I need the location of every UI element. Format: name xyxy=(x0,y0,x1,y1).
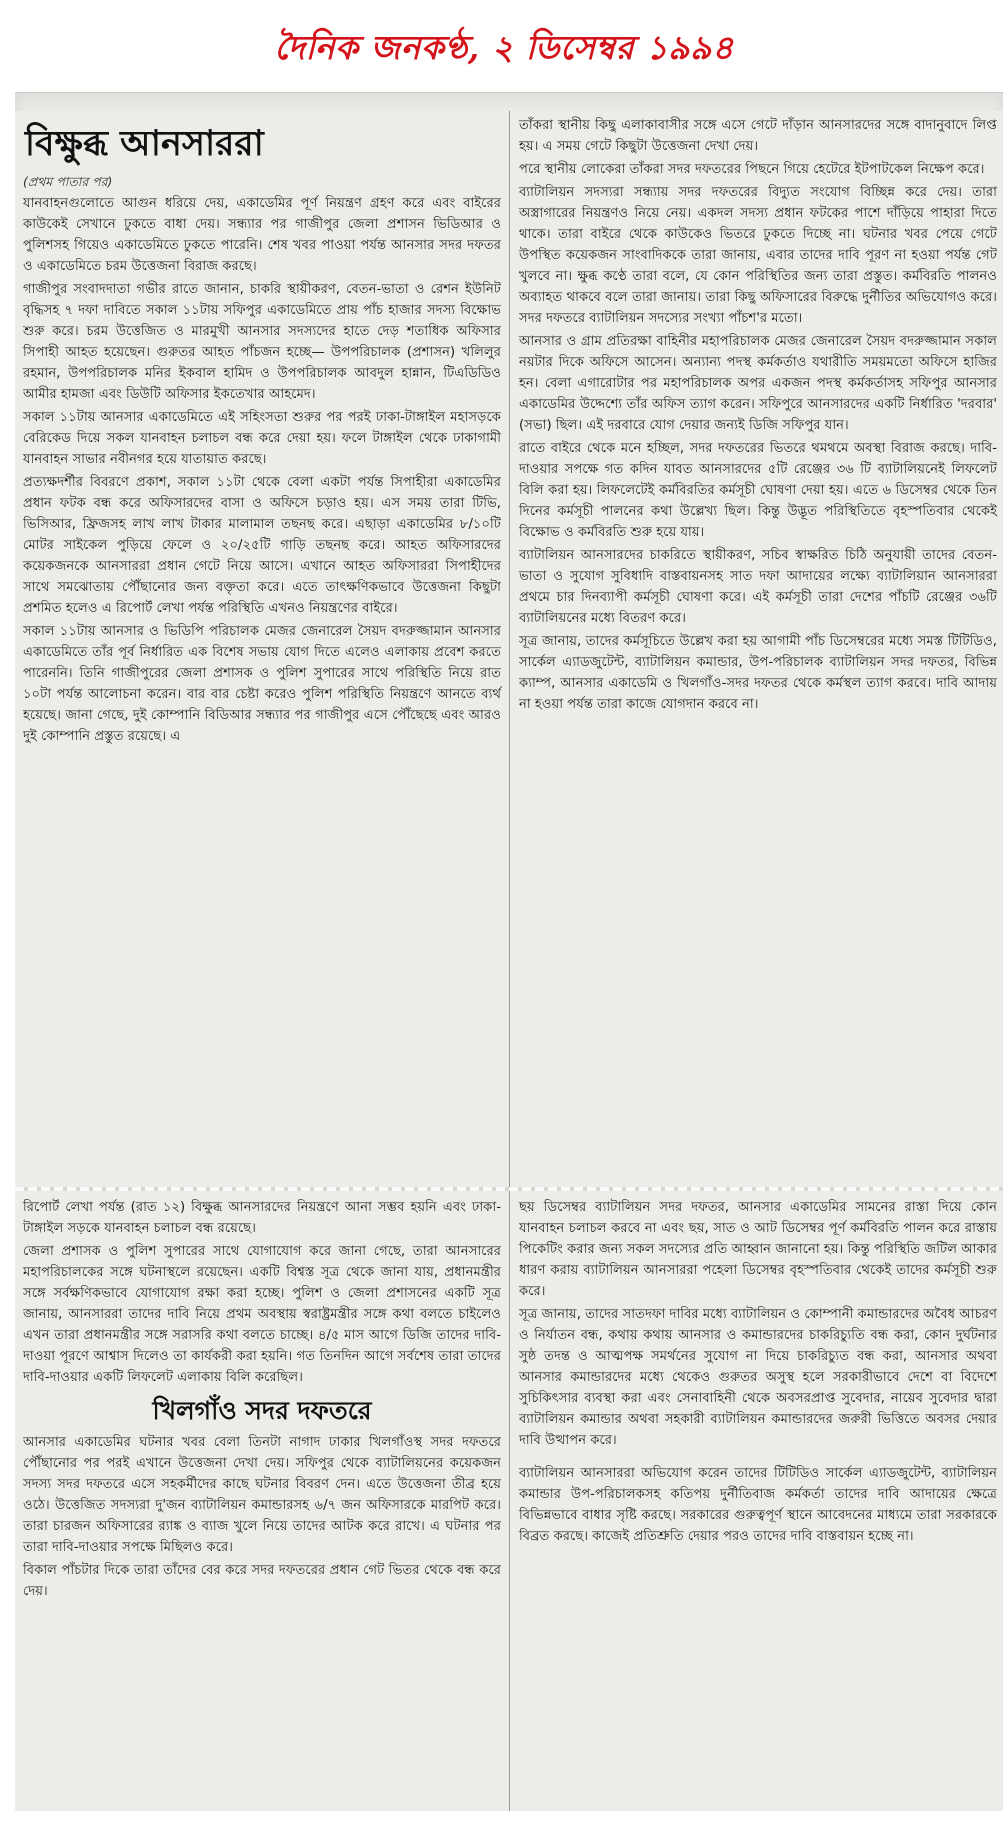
paragraph: ব্যাটালিয়ন সদস্যরা সন্ধ্যায় সদর দফতরের বিদ্যুত সংযোগ বিচ্ছিন্ন করে দেয়। তারা অস্ত্রাগারের নিয়ন্ত্রণও নিয়ে নেয়। একদল সদস্য প্রধান ফটকের পাশে দাঁড়িয়ে পাহারা দিতে থাকে। তারা বাইরে থেকে কাউকেও ভিতরে ঢুকতে দিচ্ছে না। ঘটনার খবর পেয়ে গেটে উপস্থিত কয়েকজন সাংবাদিককে তারা জানায়, এবার তাদের দাবি পূরণ না হওয়া পর্যন্ত গেট খুলবে না। ক্ষুব্ধ কণ্ঠে তারা বলে, যে কোন পরিস্থিতির জন্য তারা প্রস্তুত। কর্মবিরতি পালনও অব্যাহত থাকবে বলে তারা জানায়। তারা কিছু অফিসারের বিরুদ্ধে দুর্নীতির অভিযোগও করে। সদর দফতরে ব্যাটালিয়ন সদস্যের সংখ্যা পাঁচশ'র মতো। xyxy=(519,185,997,326)
section-subhead: খিলগাঁও সদর দফতরে xyxy=(152,1396,372,1425)
paragraph: সূত্র জানায়, তাদের কর্মসূচিতে উল্লেখ করা হয় আগামী পাঁচ ডিসেম্বরের মধ্যে সমস্ত টিটিডিও, সার্কেল এ্যাডজুটেন্ট, ব্যাটালিয়ন কমান্ডার, উপ-পরিচালক ব্যাটালিয়ন সদর দফতর, বিভিন্ন ক্যাম্প, আনসার একাডেমি ও খিলগাঁও-সদর দফতর থেকে কর্মস্থল ত্যাগ করবে। দাবি আদায় না হওয়া পর্যন্ত তারা কাজে যোগদান করবে না। xyxy=(519,634,997,712)
article-headline: বিক্ষুব্ধ আনসাররা xyxy=(25,123,264,164)
newspaper-clipping xyxy=(15,92,1003,1811)
paragraph: বিকাল পাঁচটার দিকে তারা তাঁদের বের করে সদর দফতরের প্রধান গেট ভিতর থেকে বন্ধ করে দেয়। xyxy=(23,1563,501,1599)
paragraph: সূত্র জানায়, তাদের সাতদফা দাবির মধ্যে ব্যাটালিয়ন ও কোম্পানী কমান্ডারদের অবৈধ আচরণ ও নির্যাতন বন্ধ, কথায় কথায় আনসার ও কমান্ডারদের চাকরিচ্যুতি বন্ধ করা, কোন দুর্ঘটনার সুষ্ঠ তদন্ত ও আত্মপক্ষ সমর্থনের সুযোগ না দিয়ে চাকরিচ্যুত বন্ধ করা, আনসার অথবা আনসার কমান্ডারদের মধ্যে থেকেও গুরুতর অসুস্থ হলে সরকারীভাবে দেশে বা বিদেশে সুচিকিৎসার ব্যবস্থা করা এবং সেনাবাহিনী থেকে অবসরপ্রাপ্ত সুবেদার, নায়েব সুবেদার দ্বারা ব্যাটালিয়ন কমান্ডার অথবা সহকারী ব্যাটালিয়ন কমান্ডারদের জরুরী ভিত্তিতে অবসর দেয়ার দাবি উত্থাপন করে। xyxy=(519,1307,997,1448)
paragraph: আনসার একাডেমির ঘটনার খবর বেলা তিনটা নাগাদ ঢাকার খিলগাঁওস্থ সদর দফতরে পৌঁছানোর পর পরই এখানে উত্তেজনা দেখা দেয়। সফিপুর থেকে ব্যাটালিয়নের কয়েকজন সদস্য সদর দফতরে এসে সহকর্মীদের কাছে ঘটনার বিবরণ দেন। এতে উত্তেজনা তীব্র হয়ে ওঠে। উত্তেজিত সদস্যরা দু'জন ব্যাটালিয়ন কমান্ডারসহ ৬/৭ জন অফিসারকে মারপিট করে। তারা চারজন অফিসারের র‍্যাঙ্ক ও ব্যাজ খুলে নিয়ে তাদের আটক করে রাখে। এ ঘটনার পর তারা দাবি-দাওয়ার সপক্ষে মিছিলও করে। xyxy=(23,1435,501,1555)
paragraph: প্রত্যক্ষদর্শীর বিবরণে প্রকাশ, সকাল ১১টা থেকে বেলা একটা পর্যন্ত সিপাহীরা একাডেমির প্রধান ফটক বন্ধ করে অফিসারদের বাসা ও অফিসে চড়াও হয়। এস সময় তারা টিভি, ভিসিআর, ফ্রিজসহ লাখ লাখ টাকার মালামাল তছনছ করে। এছাড়া একাডেমির ৮/১০টি মোটর সাইকেল পুড়িয়ে ফেলে ও ২০/২৫টি গাড়ি তছনছ করে। আহত অফিসারদের কয়েকজনকে আনসাররা প্রধান গেটে নিয়ে আসে। এখানে আহত অফিসাররা সিপাহীদের সাথে সমঝোতায় পৌঁছানোর জন্য বক্তৃতা করে। এতে তাৎক্ষণিকভাবে উত্তেজনা কিছুটা প্রশমিত হলেও এ রিপোর্ট লেখা পর্যন্ত পরিস্থিতি এখনও নিয়ন্ত্রণের বাইরে। xyxy=(23,475,501,616)
paragraph: ব্যাটালিয়ন আনসাররা অভিযোগ করেন তাদের টিটিডিও সার্কেল এ্যাডজুটেন্ট, ব্যাটালিয়ন কমান্ডার উপ-পরিচালকসহ কতিপয় দুর্নীতিবাজ কর্মকর্তা তাদের দাবি আদায়ের ক্ষেত্রে বিভিন্নভাবে বাধার সৃষ্টি করছে। সরকারের গুরুত্বপূর্ণ স্থানে আবেদনের মাধ্যমে তারা সরকারকে বিব্রত করছে। কাজেই প্রতিশ্রুতি দেয়ার পরও তাদের দাবি বাস্তবায়ন হচ্ছে না। xyxy=(519,1466,997,1544)
paragraph: তাঁকরা স্থানীয় কিছু এলাকাবাসীর সঙ্গে এসে গেটে দাঁড়ান আনসারদের সঙ্গে বাদানুবাদে লিপ্ত হয়। এ সময় গেটে কিছুটা উত্তেজনা দেখা দেয়। xyxy=(519,118,997,154)
paragraph-gap xyxy=(519,1453,997,1463)
paragraph: গাজীপুর সংবাদদাতা গভীর রাতে জানান, চাকরি স্থায়ীকরণ, বেতন-ভাতা ও রেশন ইউনিট বৃদ্ধিসহ ৭ দফা দাবিতে সকাল ১১টায় সফিপুর একাডেমিতে প্রায় পাঁচ হাজার সদস্য বিক্ষোভ শুরু করে। চরম উত্তেজিত ও মারমুখী আনসার সদস্যদের হাতে দেড় শতাধিক অফিসার সিপাহী আহত হয়েছেন। গুরুতর আহত পাঁচজন হচ্ছে— উপপরিচালক (প্রশাসন) খলিলুর রহমান, উপপরিচালক মনির ইকবাল হামিদ ও উপপরিচালক আবদুল হান্নান, টিএডিডিও আমীর হামজা এবং ডিউটি অফিসার ইকতেখার আহমেদ। xyxy=(23,282,501,402)
upper-left-column xyxy=(23,113,501,749)
column-divider xyxy=(509,111,510,1189)
paragraph: যানবাহনগুলোতে আগুন ধরিয়ে দেয়, একাডেমির পূর্ণ নিয়ন্ত্রণ গ্রহণ করে এবং বাইরের কাউকেই সেখানে ঢুকতে বাধা দেয়। সন্ধ্যার পর গাজীপুর জেলা প্রশাসন ভিডিআর ও পুলিশসহ গিয়েও একাডেমিতে ঢুকতে পারেনি। শেষ খবর পাওয়া পর্যন্ত আনসার সদর দফতর ও একাডেমিতে চরম উত্তেজনা বিরাজ করছে। xyxy=(23,196,501,274)
lower-right-column xyxy=(519,1197,997,1549)
paragraph: জেলা প্রশাসক ও পুলিশ সুপারের সাথে যোগাযোগ করে জানা গেছে, তারা আনসারের মহাপরিচালকের সঙ্গে ঘটনাস্থলে রয়েছেন। একটি বিশ্বস্ত সূত্র থেকে জানা যায়, প্রধানমন্ত্রীর সঙ্গে সর্বক্ষণিকভাবে যোগাযোগ রক্ষা করা হচ্ছে। পুলিশ ও জেলা প্রশাসনের একটি সূত্র জানায়, আনসাররা তাদের দাবি নিয়ে প্রথম অবস্থায় স্বরাষ্ট্রমন্ত্রীর সঙ্গে কথা বলতে চাইলেও এখন তারা প্রধানমন্ত্রীর সঙ্গে সরাসরি কথা বলতে চাচ্ছে। ৪/৫ মাস আগে ডিজি তাদের দাবি-দাওয়া পূরণে আশ্বাস দিলেও তা কার্যকরী করা হয়নি। গত তিনদিন আগে সর্বশেষ তারা তাদের দাবি-দাওয়ার একটি লিফলেট এলাকায় বিলি করেছিল। xyxy=(23,1244,501,1385)
paragraph: ছয় ডিসেম্বর ব্যাটালিয়ন সদর দফতর, আনসার একাডেমির সামনের রাস্তা দিয়ে কোন যানবাহন চলাচল করবে না এবং ছয়, সাত ও আট ডিসেম্বর পূর্ণ কর্মবিরতি পালন করে রাস্তায় পিকেটিং করার জন্য সকল সদস্যের প্রতি আহ্বান জানানো হয়। কিন্তু পরিস্থিতি জটিল আকার ধারণ করায় ব্যাটালিয়ন আনসাররা পহেলা ডিসেম্বর বৃহস্পতিবার থেকেই তাদের কর্মসূচী শুরু করে। xyxy=(519,1200,997,1299)
paragraph: ব্যাটালিয়ন আনসারদের চাকরিতে স্থায়ীকরণ, সচিব স্বাক্ষরিত চিঠি অনুযায়ী তাদের বেতন-ভাতা ও সুযোগ সুবিধাদি বাস্তবায়নসহ সাত দফা আদায়ের লক্ষ্যে ব্যাটালিয়ান আনসাররা প্রথমে চার দিনব্যাপী কর্মসূচী ঘোষণা করে। এই কর্মসূচী তারা দেশের পাঁচটি রেঞ্জের ৩৬টি ব্যাটালিয়নের মধ্যে বিতরণ করে। xyxy=(519,548,997,626)
paragraph: রাতে বাইরে থেকে মনে হচ্ছিল, সদর দফতরের ভিতরে থমথমে অবস্থা বিরাজ করছে। দাবি-দাওয়ার সপক্ষে গত কদিন যাবত আনসারদের ৫টি রেঞ্জের ৩৬ টি ব্যাটালিয়নেই লিফলেট বিলি করা হয়। লিফলেটেই কর্মবিরতির কর্মসূচী ঘোষণা দেয়া হয়। এতে ৬ ডিসেম্বর থেকে তিন দিনের কর্মসূচী পালনের কথা উল্লেখ্য ছিল। কিন্তু উদ্ভূত পরিস্থিতিতে বৃহস্পতিবার থেকেই বিক্ষোভ ও কর্মবিরতি শুরু হয়ে যায়। xyxy=(519,441,997,540)
paragraph: সকাল ১১টায় আনসার ও ভিডিপি পরিচালক মেজর জেনারেল সৈয়দ বদরুজ্জামান আনসার একাডেমিতে তাঁর পূর্ব নির্ধারিত এক বিশেষ সভায় যোগ দিতে এলেও এলাকায় প্রবেশ করতে পারেননি। তিনি গাজীপুরের জেলা প্রশাসক ও পুলিশ সুপারের সাথে পরিস্থিতি নিয়ে রাত ১০টা পর্যন্ত আলোচনা করেন। বার বার চেষ্টা করেও পুলিশ পরিস্থিতি নিয়ন্ত্রণে আনতে ব্যর্থ হয়েছে। জানা গেছে, দুই কোম্পানি বিডিআর সন্ধ্যার পর গাজীপুর এসে পৌঁছেছে এবং আরও দুই কোম্পানি প্রস্তুত রয়েছে। এ xyxy=(23,624,501,744)
clipping-lower-piece xyxy=(15,1191,1003,1811)
paragraph: সকাল ১১টায় আনসার একাডেমিতে এই সহিংসতা শুরুর পর পরই ঢাকা-টাঙ্গাইল মহাসড়কে বেরিকেড দিয়ে সকল যানবাহন চলাচল বন্ধ করে দেয়া হয়। ফলে টাঙ্গাইল থেকে ঢাকাগামী যানবাহন সাভার নবীনগর হয়ে যাতায়াত করছে। xyxy=(23,410,501,467)
column-divider xyxy=(509,1191,510,1811)
paragraph: পরে স্থানীয় লোকেরা তাঁকরা সদর দফতরের পিছনে গিয়ে হেটেরে ইটপাটকেল নিক্ষেপ করে। xyxy=(519,162,985,177)
lower-left-column xyxy=(23,1197,501,1604)
source-caption: দৈনিক জনকণ্ঠ, ২ ডিসেম্বর ১৯৯৪ xyxy=(274,28,734,67)
paragraph: রিপোর্ট লেখা পর্যন্ত (রাত ১২) বিক্ষুব্ধ আনসারদের নিয়ন্ত্রণে আনা সম্ভব হয়নি এবং ঢাকা-টাঙ্গাইল সড়কে যানবাহন চলাচল বন্ধ রয়েছে। xyxy=(23,1200,501,1236)
upper-right-column xyxy=(519,115,997,717)
clipping-upper-piece xyxy=(15,111,1003,1189)
article-kicker: (প্রথম পাতার পর) xyxy=(23,174,113,189)
paragraph: আনসার ও গ্রাম প্রতিরক্ষা বাহিনীর মহাপরিচালক মেজর জেনারেল সৈয়দ বদরুজ্জামান সকাল নয়টার দিকে অফিসে আসেন। অন্যান্য পদস্থ কর্মকর্তাও যথারীতি সময়মতো অফিসে হাজির হন। বেলা এগারোটার পর মহাপরিচালক অপর একজন পদস্থ কর্মকর্তাসহ সফিপুর আনসার একাডেমির উদ্দেশ্যে তাঁর অফিস ত্যাগ করেন। সফিপুরে আনসারদের একটি নির্ধারিত 'দরবার' (সভা) ছিল। এই দরবারে যোগ দেয়ার জন্যই ডিজি সফিপুর যান। xyxy=(519,334,997,433)
